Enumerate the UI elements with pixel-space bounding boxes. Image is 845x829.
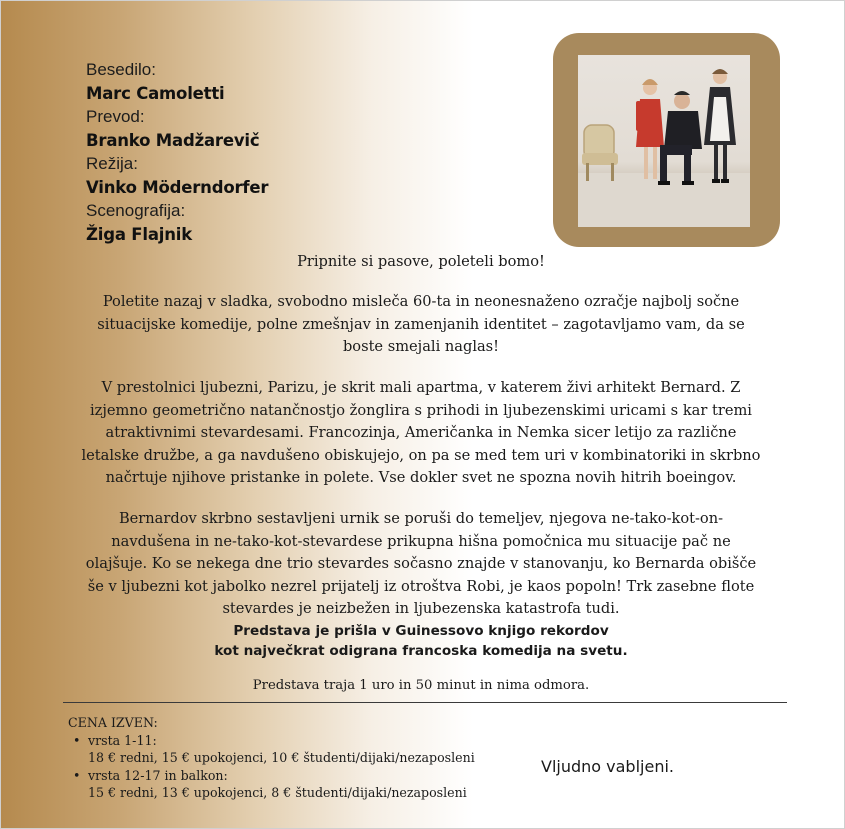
credit-label-direction: Režija: (86, 154, 138, 173)
tagline-line: Pripnite si pasove, poleteli bomo! (297, 253, 545, 270)
bullet-icon: • (73, 732, 81, 748)
signoff: Vljudno vabljeni. (541, 757, 674, 776)
credit-label-scenography: Scenografija: (86, 201, 186, 220)
price-item (68, 767, 528, 785)
bullet-icon: • (73, 767, 81, 783)
paragraph-line: Bernardov skrbno sestavljeni urnik se poruši do temeljev, njegova ne-tako-kot-on- (118, 510, 724, 527)
credit-name-text: Marc Camoletti (86, 84, 225, 103)
paragraph-line: situacijske komedije, polne zmešnjav in zamenjanih identitet – zagotavljamo vam, da se (97, 315, 745, 333)
paragraph-line: stevardes je neizbežen in ljubezenska katastrofa tudi. (222, 600, 620, 618)
record-line: kot največkrat odigrana francoska komedija na svetu. (214, 643, 628, 659)
record-statement (61, 621, 781, 661)
duration-line: Predstava traja 1 uro in 50 minut in nima odmora. (252, 678, 590, 693)
credit-name-direction: Vinko Möderndorfer (86, 178, 269, 197)
duration-note (61, 675, 781, 698)
paragraph-plot (61, 377, 781, 490)
paragraph-line: olajšuje. Ko se nekega dne trio stevardes sočasno znajde v stanovanju, ko Bernarda obišče (85, 555, 757, 573)
paragraph-chaos (61, 508, 781, 621)
credit-name-scenography: Žiga Flajnik (86, 225, 193, 244)
price-detail: 18 € redni, 15 € upokojenci, 10 € študenti/dijaki/nezaposleni (88, 750, 475, 765)
paragraph-line: V prestolnici ljubezni, Parizu, je skrit mali apartma, v katerem živi arhitekt Bernard. Z (101, 379, 741, 396)
price-list (68, 714, 528, 802)
credit-label-translation: Prevod: (86, 107, 145, 126)
credits-block (86, 58, 416, 246)
paragraph-line: letalske družbe, a ga navdušeno obiskujejo, on pa se med tem uri v kombinatoriki in skrbno (81, 446, 761, 464)
price-detail: 15 € redni, 13 € upokojenci, 8 € študenti/dijaki/nezaposleni (88, 785, 467, 800)
paragraph-line: Poletite nazaj v sladka, svobodno misleča 60-ta in neonesnaženo ozračje najbolj sočne (102, 293, 740, 310)
credit-name-translation: Branko Madžarevič (86, 131, 260, 150)
paragraph-line: še v ljubezni kot jabolko nezrel prijatelj iz otroštva Robi, je kaos popoln! Trk zasebne flote (87, 577, 755, 595)
tagline (61, 251, 781, 274)
paragraph-line: boste smejali naglas! (342, 338, 500, 356)
price-row-label: vrsta 12-17 in balkon: (88, 767, 228, 783)
paragraph-line: načrtuje njihove pristanke in polete. Vse dokler svet ne spozna novih hitrih boeingov. (105, 469, 737, 487)
credit-label-text: Besedilo: (86, 60, 156, 79)
price-heading: CENA IZVEN: (68, 715, 158, 730)
photo-frame (553, 33, 780, 247)
paragraph-line: izjemno geometrično natančnostjo žonglira s prihodi in ljubezenskimi uricami s kar tremi (90, 401, 752, 419)
price-item (68, 732, 528, 750)
stage-photo (578, 55, 750, 227)
stage-photo-drawing (578, 55, 750, 227)
paragraph-line: navdušena in ne-tako-kot-stevardese prikupna hišna pomočnica mu situacije pač ne (111, 532, 731, 550)
price-items (68, 732, 528, 802)
paragraph-intro (61, 291, 781, 359)
record-line: Predstava je prišla v Guinessovo knjigo rekordov (233, 623, 609, 639)
price-row-label: vrsta 1-11: (88, 732, 157, 748)
divider-line (63, 702, 787, 703)
paragraph-line: atraktivnimi stevardesami. Francozinja, Američanka in Nemka sicer letijo za različne (105, 424, 737, 442)
